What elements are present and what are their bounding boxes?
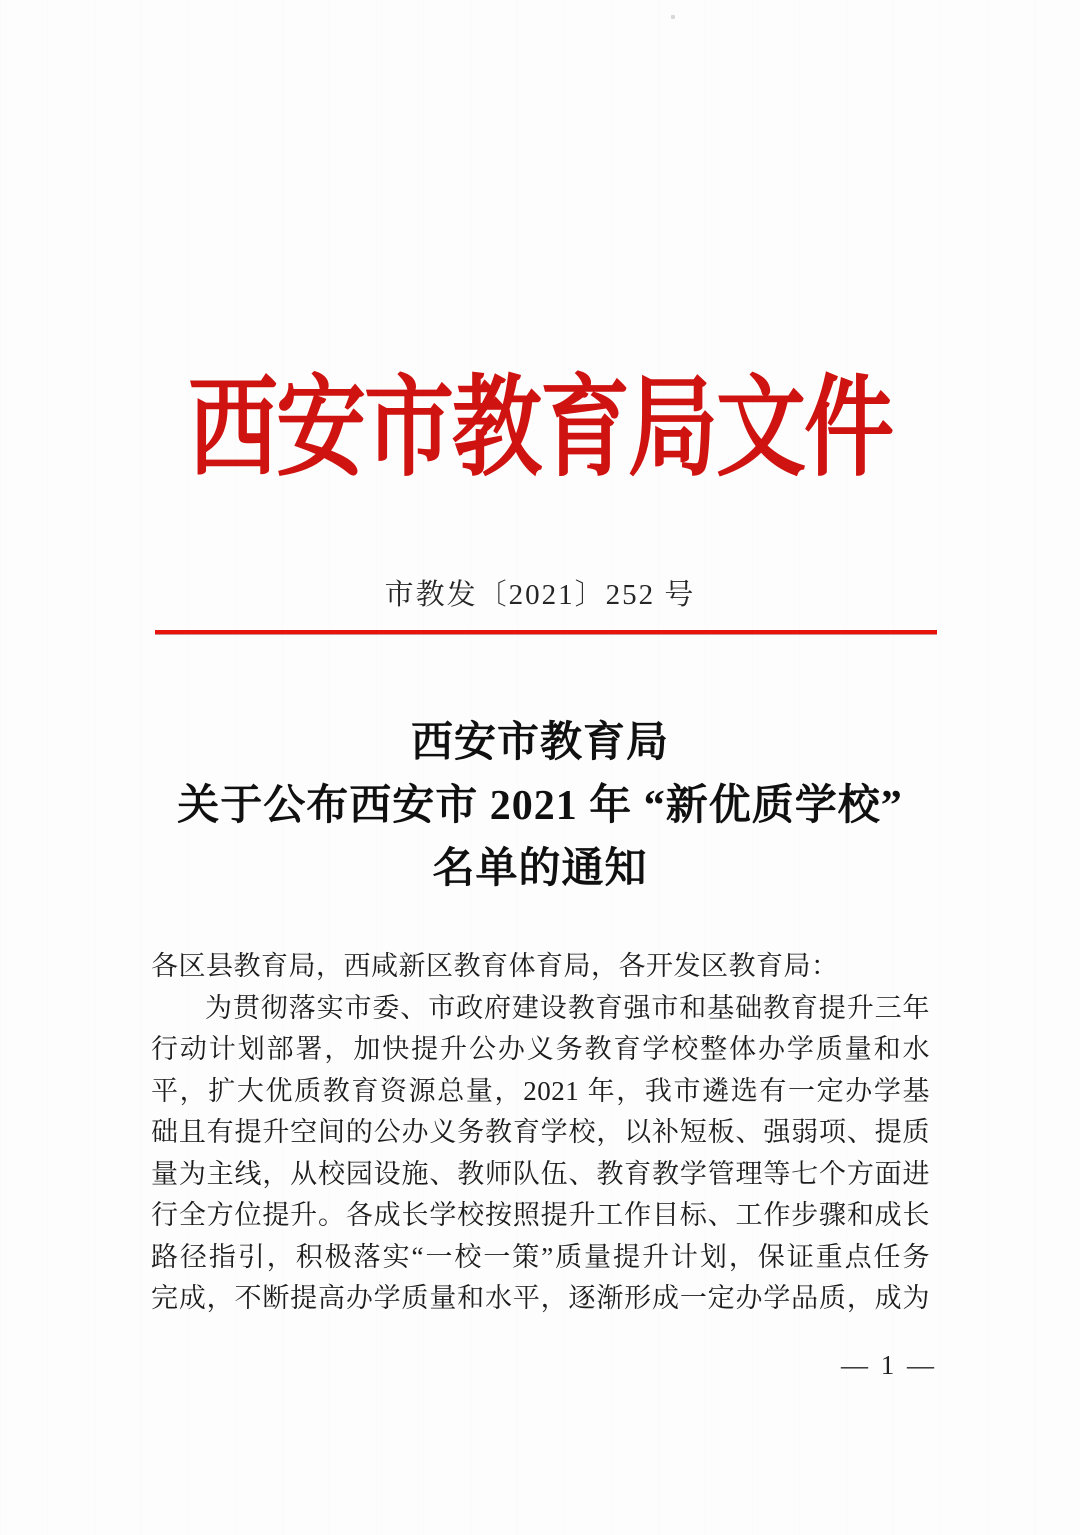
body-paragraph-line: 础且有提升空间的公办义务教育学校，以补短板、强弱项、提质 bbox=[151, 1117, 930, 1147]
agency-header-title: 西安市教育局文件 bbox=[188, 369, 892, 490]
scan-speckle bbox=[671, 15, 675, 19]
body-paragraph-line: 量为主线，从校园设施、教师队伍、教育教学管理等七个方面进 bbox=[151, 1158, 930, 1189]
body-paragraph-line: 为贯彻落实市委、市政府建设教育强市和基础教育提升三年 bbox=[205, 992, 930, 1023]
red-separator-line bbox=[155, 630, 937, 634]
body-paragraph-line: 平，扩大优质教育资源总量，2021 年，我市遴选有一定办学基 bbox=[151, 1075, 930, 1106]
body-text bbox=[151, 946, 930, 1320]
notice-title-line-1: 西安市教育局 bbox=[410, 720, 669, 766]
notice-title-line-2: 关于公布西安市 2021 年 “新优质学校” bbox=[177, 783, 903, 829]
salutation-line: 各区县教育局，西咸新区教育体育局，各开发区教育局： bbox=[151, 951, 839, 981]
notice-title-line-3: 名单的通知 bbox=[432, 846, 648, 892]
body-paragraph-line: 完成，不断提高办学质量和水平，逐渐形成一定办学品质，成为 bbox=[151, 1283, 930, 1313]
page-number: — 1 — bbox=[841, 1350, 937, 1380]
body-paragraph-line: 路径指引，积极落实“一校一策”质量提升计划，保证重点任务 bbox=[151, 1241, 930, 1272]
notice-title bbox=[0, 712, 1080, 901]
body-paragraph-line: 行动计划部署，加快提升公办义务教育学校整体办学质量和水 bbox=[151, 1034, 930, 1064]
document-number: 市教发〔2021〕252 号 bbox=[384, 579, 696, 611]
body-paragraph-line: 行全方位提升。各成长学校按照提升工作目标、工作步骤和成长 bbox=[151, 1200, 930, 1230]
